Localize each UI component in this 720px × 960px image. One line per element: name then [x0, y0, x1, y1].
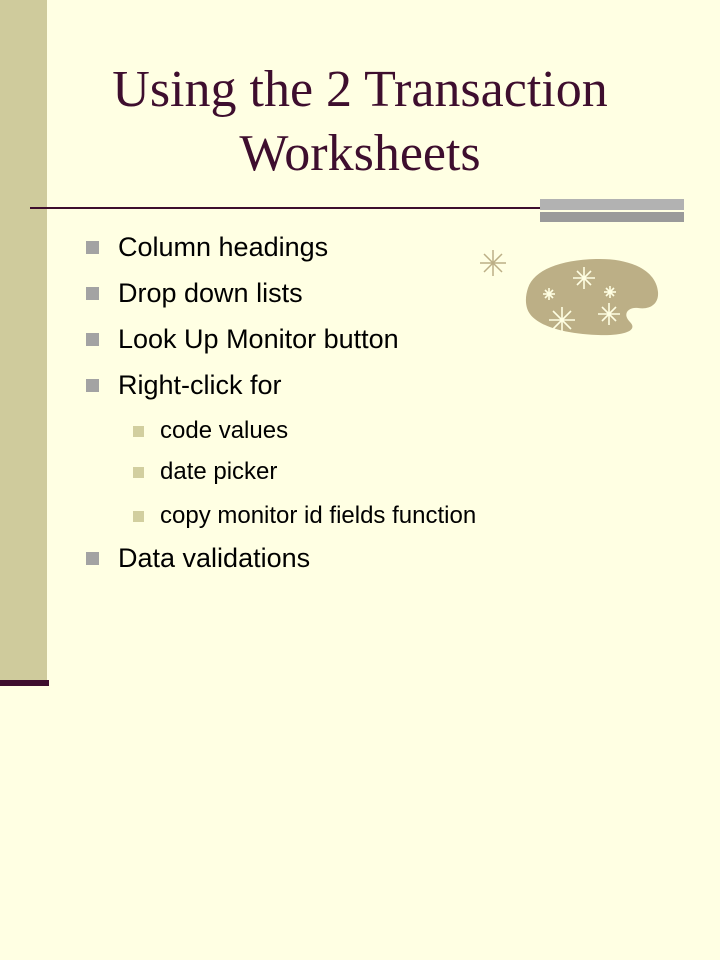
- sub-bullet-text: date picker: [160, 458, 278, 485]
- bullet-item: [86, 324, 399, 355]
- bullet-text: Look Up Monitor button: [118, 324, 399, 354]
- sub-bullet-marker: [133, 467, 144, 478]
- bullet-text: Drop down lists: [118, 278, 303, 308]
- sub-bullet-text: copy monitor id fields function: [160, 502, 477, 529]
- palette-with-sparkles-icon: [470, 244, 670, 344]
- divider-accent-bar-bottom: [540, 212, 684, 222]
- bullet-item: [86, 232, 328, 263]
- sub-bullet-text: code values: [160, 417, 289, 444]
- sub-bullet-item: [133, 458, 277, 486]
- bullet-marker: [86, 552, 99, 565]
- loose-sparkle-icon: [480, 250, 506, 276]
- sub-bullet-marker: [133, 511, 144, 522]
- bullet-text: Right-click for: [118, 370, 282, 400]
- bullet-marker: [86, 333, 99, 346]
- left-band-accent-line: [0, 680, 49, 686]
- bullet-item: [86, 278, 303, 309]
- bullet-text: Column headings: [118, 232, 329, 262]
- bullet-text: Data validations: [118, 543, 311, 573]
- left-accent-band: [0, 0, 47, 686]
- sub-bullet-item: [133, 417, 288, 445]
- divider-accent-bar-top: [540, 199, 684, 210]
- slide-title: Using the 2 Transaction Worksheets: [112, 61, 608, 182]
- bullet-item: [86, 370, 282, 401]
- bullet-item: [86, 543, 310, 574]
- sub-bullet-item: [133, 502, 476, 530]
- bullet-marker: [86, 241, 99, 254]
- title-divider: [30, 207, 540, 209]
- bullet-marker: [86, 287, 99, 300]
- bullet-marker: [86, 379, 99, 392]
- sub-bullet-marker: [133, 426, 144, 437]
